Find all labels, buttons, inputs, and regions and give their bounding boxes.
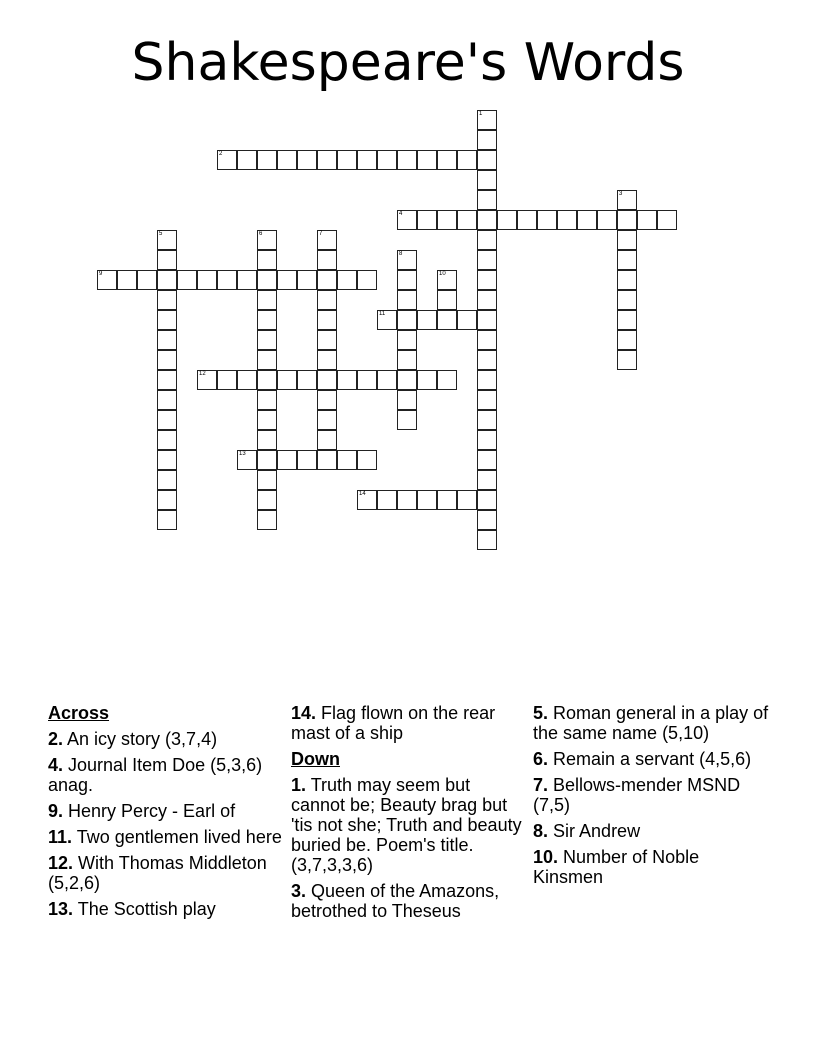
grid-cell[interactable]	[257, 250, 277, 270]
cell-number: 8	[399, 251, 403, 257]
clue-text: Remain a servant (4,5,6)	[553, 749, 752, 769]
clue-text: Flag flown on the rear mast of a ship	[291, 703, 496, 743]
clue-number: 6.	[533, 749, 549, 769]
grid-cell[interactable]	[477, 430, 497, 450]
grid-cell[interactable]	[437, 490, 457, 510]
clue-text: Truth may seem but cannot be; Beauty brag but 'tis not she; Truth and beauty buried be. Poem's title. (3,7,3,3,6)	[291, 775, 522, 875]
grid-cell[interactable]	[477, 490, 497, 510]
clue-column-2	[291, 703, 527, 927]
grid-cell[interactable]	[477, 330, 497, 350]
grid-cell[interactable]	[157, 270, 177, 290]
grid-cell[interactable]	[277, 450, 297, 470]
grid-cell[interactable]	[397, 270, 417, 290]
grid-cell[interactable]	[257, 470, 277, 490]
grid-cell[interactable]	[477, 130, 497, 150]
clue-text: Sir Andrew	[553, 821, 641, 841]
grid-cell[interactable]	[477, 350, 497, 370]
grid-cell[interactable]	[437, 370, 457, 390]
grid-cell[interactable]	[317, 390, 337, 410]
grid-cell[interactable]	[617, 190, 637, 210]
grid-cell[interactable]	[177, 270, 197, 290]
grid-cell[interactable]	[417, 490, 437, 510]
grid-cell[interactable]	[397, 390, 417, 410]
grid-cell[interactable]	[437, 310, 457, 330]
grid-cell[interactable]	[317, 350, 337, 370]
grid-cell[interactable]	[617, 270, 637, 290]
grid-cell[interactable]	[157, 450, 177, 470]
grid-cell[interactable]	[157, 310, 177, 330]
grid-cell[interactable]	[157, 430, 177, 450]
grid-cell[interactable]	[417, 370, 437, 390]
grid-cell[interactable]	[377, 370, 397, 390]
clue-text: Number of Noble Kinsmen	[533, 847, 700, 887]
clue-text: With Thomas Middleton (5,2,6)	[48, 853, 267, 893]
grid-cell[interactable]	[617, 330, 637, 350]
grid-cell[interactable]	[437, 150, 457, 170]
grid-cell[interactable]	[337, 150, 357, 170]
grid-cell[interactable]	[457, 490, 477, 510]
grid-cell[interactable]	[437, 210, 457, 230]
grid-cell[interactable]	[297, 150, 317, 170]
grid-cell[interactable]	[157, 230, 177, 250]
grid-cell[interactable]	[317, 310, 337, 330]
grid-cell[interactable]	[137, 270, 157, 290]
clue-down-8[interactable]	[533, 821, 769, 841]
grid-cell[interactable]	[617, 250, 637, 270]
grid-cell[interactable]	[337, 450, 357, 470]
clue-across-12[interactable]	[48, 853, 284, 893]
grid-cell[interactable]	[257, 150, 277, 170]
grid-cell[interactable]	[157, 470, 177, 490]
clue-number: 8.	[533, 821, 549, 841]
clue-text: Two gentlemen lived here	[76, 827, 282, 847]
clue-column-3	[533, 703, 769, 893]
grid-cell[interactable]	[477, 250, 497, 270]
grid-cell[interactable]	[477, 530, 497, 550]
cell-number: 4	[399, 211, 403, 217]
grid-cell[interactable]	[477, 510, 497, 530]
grid-cell[interactable]	[477, 110, 497, 130]
clue-number: 1.	[291, 775, 307, 795]
puzzle-title: Shakespeare's Words	[131, 33, 685, 93]
grid-cell[interactable]	[157, 510, 177, 530]
grid-cell[interactable]	[357, 370, 377, 390]
grid-cell[interactable]	[597, 210, 617, 230]
clue-number: 14.	[291, 703, 317, 723]
grid-cell[interactable]	[257, 510, 277, 530]
grid-cell[interactable]	[537, 210, 557, 230]
grid-cell[interactable]	[257, 430, 277, 450]
grid-cell[interactable]	[257, 290, 277, 310]
grid-cell[interactable]	[477, 270, 497, 290]
grid-cell[interactable]	[417, 150, 437, 170]
cell-number: 10	[439, 271, 446, 277]
cell-number: 9	[99, 271, 103, 277]
clue-text: An icy story (3,7,4)	[67, 729, 218, 749]
clue-across-4[interactable]	[48, 755, 284, 795]
clue-across-14[interactable]	[291, 703, 527, 743]
grid-cell[interactable]	[337, 270, 357, 290]
clue-text: Bellows-mender MSND (7,5)	[533, 775, 741, 815]
grid-cell[interactable]	[357, 150, 377, 170]
clue-number: 13.	[48, 899, 74, 919]
grid-cell[interactable]	[577, 210, 597, 230]
grid-cell[interactable]	[317, 450, 337, 470]
grid-cell[interactable]	[157, 370, 177, 390]
grid-cell[interactable]	[437, 270, 457, 290]
grid-cell[interactable]	[637, 210, 657, 230]
cell-number: 2	[219, 151, 223, 157]
clue-text: Queen of the Amazons, betrothed to Theseus	[291, 881, 500, 921]
grid-cell[interactable]	[437, 290, 457, 310]
clue-column-1	[48, 703, 284, 925]
grid-cell[interactable]	[397, 250, 417, 270]
grid-cell[interactable]	[297, 450, 317, 470]
grid-cell[interactable]	[217, 270, 237, 290]
grid-cell[interactable]	[477, 290, 497, 310]
cell-number: 12	[199, 371, 206, 377]
grid-cell[interactable]	[157, 410, 177, 430]
grid-cell[interactable]	[617, 350, 637, 370]
grid-cell[interactable]	[477, 210, 497, 230]
grid-cell[interactable]	[397, 490, 417, 510]
grid-cell[interactable]	[477, 450, 497, 470]
grid-cell[interactable]	[477, 470, 497, 490]
clue-number: 9.	[48, 801, 64, 821]
grid-cell[interactable]	[397, 350, 417, 370]
clue-text: Roman general in a play of the same name (5,10)	[533, 703, 769, 743]
grid-cell[interactable]	[397, 290, 417, 310]
cell-number: 7	[319, 231, 323, 237]
cell-number: 11	[379, 311, 386, 317]
grid-cell[interactable]	[257, 370, 277, 390]
grid-cell[interactable]	[317, 370, 337, 390]
clue-number: 12.	[48, 853, 74, 873]
grid-cell[interactable]	[337, 370, 357, 390]
grid-cell[interactable]	[457, 210, 477, 230]
grid-cell[interactable]	[477, 190, 497, 210]
grid-cell[interactable]	[477, 370, 497, 390]
grid-cell[interactable]	[397, 310, 417, 330]
clue-across-13[interactable]	[48, 899, 284, 919]
grid-cell[interactable]	[617, 290, 637, 310]
grid-cell[interactable]	[197, 370, 217, 390]
grid-cell[interactable]	[397, 330, 417, 350]
grid-cell[interactable]	[117, 270, 137, 290]
grid-cell[interactable]	[517, 210, 537, 230]
grid-cell[interactable]	[377, 310, 397, 330]
grid-cell[interactable]	[237, 270, 257, 290]
cell-number: 3	[619, 191, 623, 197]
clue-text: Henry Percy - Earl of	[68, 801, 236, 821]
down-heading: Down	[291, 749, 340, 769]
grid-cell[interactable]	[397, 370, 417, 390]
cell-number: 5	[159, 231, 163, 237]
grid-cell[interactable]	[317, 250, 337, 270]
grid-cell[interactable]	[237, 150, 257, 170]
clue-down-6[interactable]	[533, 749, 769, 769]
grid-cell[interactable]	[257, 330, 277, 350]
clue-text: Journal Item Doe (5,3,6) anag.	[48, 755, 263, 795]
grid-cell[interactable]	[257, 410, 277, 430]
grid-cell[interactable]	[277, 270, 297, 290]
across-heading: Across	[48, 703, 110, 723]
clue-down-10[interactable]	[533, 847, 769, 887]
grid-cell[interactable]	[477, 150, 497, 170]
clue-down-1[interactable]	[291, 775, 527, 875]
grid-cell[interactable]	[617, 210, 637, 230]
grid-cell[interactable]	[257, 450, 277, 470]
grid-cell[interactable]	[157, 250, 177, 270]
grid-cell[interactable]	[97, 270, 117, 290]
grid-cell[interactable]	[257, 310, 277, 330]
clue-number: 10.	[533, 847, 559, 867]
grid-cell[interactable]	[317, 410, 337, 430]
grid-cell[interactable]	[317, 230, 337, 250]
grid-cell[interactable]	[217, 150, 237, 170]
clue-across-2[interactable]	[48, 729, 284, 749]
grid-cell[interactable]	[157, 330, 177, 350]
grid-cell[interactable]	[457, 150, 477, 170]
grid-cell[interactable]	[617, 310, 637, 330]
grid-cell[interactable]	[317, 290, 337, 310]
clue-number: 2.	[48, 729, 64, 749]
grid-cell[interactable]	[257, 350, 277, 370]
clue-number: 7.	[533, 775, 549, 795]
grid-cell[interactable]	[197, 270, 217, 290]
grid-cell[interactable]	[397, 150, 417, 170]
grid-cell[interactable]	[357, 450, 377, 470]
grid-cell[interactable]	[477, 170, 497, 190]
grid-cell[interactable]	[657, 210, 677, 230]
clue-down-3[interactable]	[291, 881, 527, 921]
grid-cell[interactable]	[157, 290, 177, 310]
grid-cell[interactable]	[317, 150, 337, 170]
grid-cell[interactable]	[297, 270, 317, 290]
grid-cell[interactable]	[497, 210, 517, 230]
grid-cell[interactable]	[157, 390, 177, 410]
grid-cell[interactable]	[317, 330, 337, 350]
grid-cell[interactable]	[277, 150, 297, 170]
clue-across-11[interactable]	[48, 827, 284, 847]
grid-cell[interactable]	[317, 430, 337, 450]
clue-number: 4.	[48, 755, 64, 775]
grid-cell[interactable]	[257, 490, 277, 510]
grid-cell[interactable]	[477, 230, 497, 250]
clue-text: The Scottish play	[77, 899, 216, 919]
cell-number: 1	[479, 111, 483, 117]
clue-number: 5.	[533, 703, 549, 723]
grid-cell[interactable]	[257, 270, 277, 290]
clue-across-9[interactable]	[48, 801, 284, 821]
grid-cell[interactable]	[157, 490, 177, 510]
grid-cell[interactable]	[417, 210, 437, 230]
cell-number: 13	[239, 451, 246, 457]
grid-cell[interactable]	[377, 150, 397, 170]
grid-cell[interactable]	[617, 230, 637, 250]
grid-cell[interactable]	[237, 450, 257, 470]
cell-number: 14	[359, 491, 366, 497]
grid-cell[interactable]	[157, 350, 177, 370]
clue-down-5[interactable]	[533, 703, 769, 743]
grid-cell[interactable]	[457, 310, 477, 330]
grid-cell[interactable]	[257, 390, 277, 410]
grid-cell[interactable]	[357, 490, 377, 510]
grid-cell[interactable]	[217, 370, 237, 390]
grid-cell[interactable]	[257, 230, 277, 250]
clue-number: 3.	[291, 881, 307, 901]
grid-cell[interactable]	[397, 410, 417, 430]
clue-down-7[interactable]	[533, 775, 769, 815]
grid-cell[interactable]	[317, 270, 337, 290]
grid-cell[interactable]	[477, 310, 497, 330]
grid-cell[interactable]	[477, 390, 497, 410]
grid-cell[interactable]	[397, 210, 417, 230]
grid-cell[interactable]	[297, 370, 317, 390]
clue-number: 11.	[48, 827, 73, 847]
grid-cell[interactable]	[477, 410, 497, 430]
grid-cell[interactable]	[377, 490, 397, 510]
cell-number: 6	[259, 231, 263, 237]
grid-cell[interactable]	[237, 370, 257, 390]
grid-cell[interactable]	[277, 370, 297, 390]
grid-cell[interactable]	[557, 210, 577, 230]
grid-cell[interactable]	[357, 270, 377, 290]
grid-cell[interactable]	[417, 310, 437, 330]
